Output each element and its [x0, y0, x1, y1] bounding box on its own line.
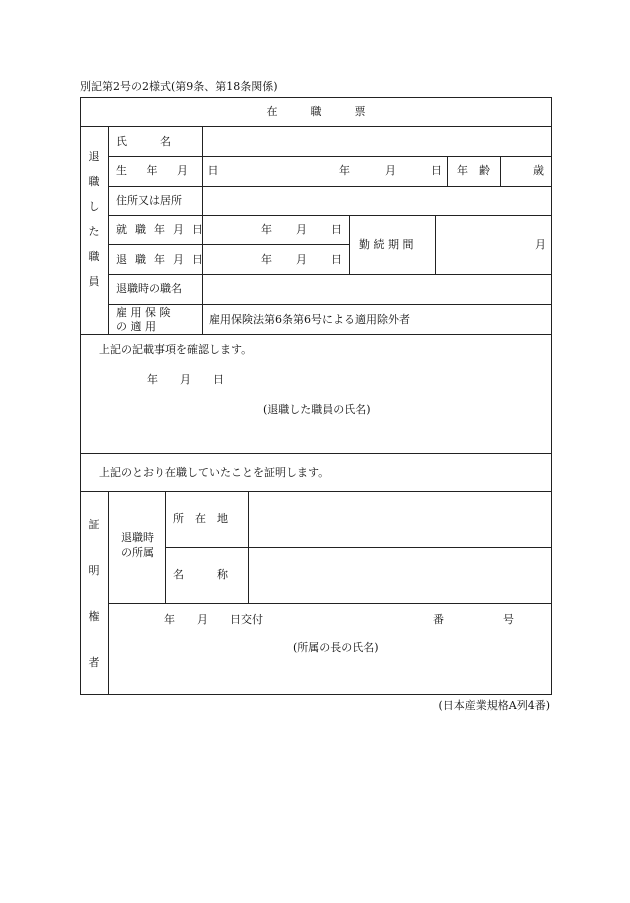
- issue-date: 年 月 日交付: [164, 613, 263, 626]
- number-label: 番: [433, 613, 444, 626]
- birth-month-unit: 月: [385, 164, 396, 177]
- rule-affiliation-value-col: [248, 491, 249, 603]
- birth-year-unit: 年: [339, 164, 350, 177]
- number-unit: 号: [503, 613, 514, 626]
- certifier-char: 者: [88, 656, 100, 669]
- certifier-char: 証: [88, 518, 100, 531]
- rule-service-right: [435, 215, 436, 274]
- rule-left-label-col: [108, 126, 109, 334]
- age-label: 年 齢: [457, 164, 490, 177]
- retired-employee-section-label: [87, 150, 101, 300]
- rule-affiliation-bottom: [108, 603, 551, 604]
- section-char: 員: [88, 275, 100, 288]
- rule-retire-bottom: [108, 274, 551, 275]
- birth-day-unit: 日: [431, 164, 442, 177]
- section-char: た: [88, 225, 100, 238]
- rule-title-bottom: [81, 126, 551, 127]
- page-title: 在 職 票: [266, 105, 366, 118]
- rule-age-left: [447, 156, 448, 186]
- rule-position-bottom: [108, 304, 551, 305]
- insurance-value: 雇用保険法第6条第6号による適用除外者: [209, 313, 410, 326]
- rule-certifier-col: [108, 491, 109, 694]
- paper-size-note: (日本産業規格A列4番): [438, 699, 550, 712]
- insurance-label-line1: 雇 用 保 険: [116, 306, 171, 319]
- age-unit: 歳: [533, 164, 544, 177]
- confirm-signature-label: (退職した職員の氏名): [263, 403, 371, 416]
- section-char: 職: [88, 250, 100, 263]
- form-reference: 別記第2号の2様式(第9条、第18条関係): [80, 80, 278, 93]
- retire-month-unit: 月: [296, 253, 307, 266]
- hire-date-label: 就職年月日: [116, 223, 211, 236]
- rule-hire-bottom: [108, 244, 349, 245]
- confirm-date: 年 月 日: [147, 373, 224, 386]
- name-label: 氏 名: [116, 135, 171, 148]
- birth-date-label: 生 年 月 日: [116, 164, 227, 177]
- rule-name-bottom: [108, 156, 551, 157]
- hire-year-unit: 年: [261, 223, 272, 236]
- section-char: 職: [88, 175, 100, 188]
- affiliation-label-line2: の所属: [121, 546, 154, 559]
- service-period-unit: 月: [535, 238, 546, 251]
- rule-affiliation-col: [165, 491, 166, 603]
- hire-day-unit: 日: [331, 223, 342, 236]
- service-period-label: 勤 続 期 間: [359, 238, 414, 251]
- section-char: し: [88, 200, 100, 213]
- certifier-char: 明: [88, 564, 100, 577]
- organization-name-label: 名 称: [173, 568, 228, 581]
- rule-employee-section-bottom: [81, 334, 551, 335]
- certifier-char: 権: [88, 610, 100, 623]
- insurance-label-line2: の 適 用: [116, 320, 156, 333]
- rule-service-left: [349, 215, 350, 274]
- section-char: 退: [88, 150, 100, 163]
- retire-day-unit: 日: [331, 253, 342, 266]
- rule-age-right: [500, 156, 501, 186]
- rule-certify-text-bottom: [81, 491, 551, 492]
- confirm-text: 上記の記載事項を確認します。: [99, 343, 253, 356]
- location-label: 所 在 地: [173, 512, 228, 525]
- certifier-section-label: [87, 518, 101, 702]
- position-label: 退職時の職名: [116, 282, 182, 295]
- rule-address-bottom: [108, 215, 551, 216]
- rule-location-bottom: [165, 547, 551, 548]
- rule-confirm-section-bottom: [81, 453, 551, 454]
- rule-birth-bottom: [108, 186, 551, 187]
- affiliation-label-line1: 退職時: [121, 531, 154, 544]
- certify-text: 上記のとおり在職していたことを証明します。: [99, 466, 330, 479]
- certificate-table: [80, 97, 552, 695]
- hire-month-unit: 月: [296, 223, 307, 236]
- retire-year-unit: 年: [261, 253, 272, 266]
- address-label: 住所又は居所: [116, 194, 182, 207]
- retire-date-label: 退職年月日: [116, 253, 211, 266]
- head-signature-label: (所属の長の氏名): [293, 641, 379, 654]
